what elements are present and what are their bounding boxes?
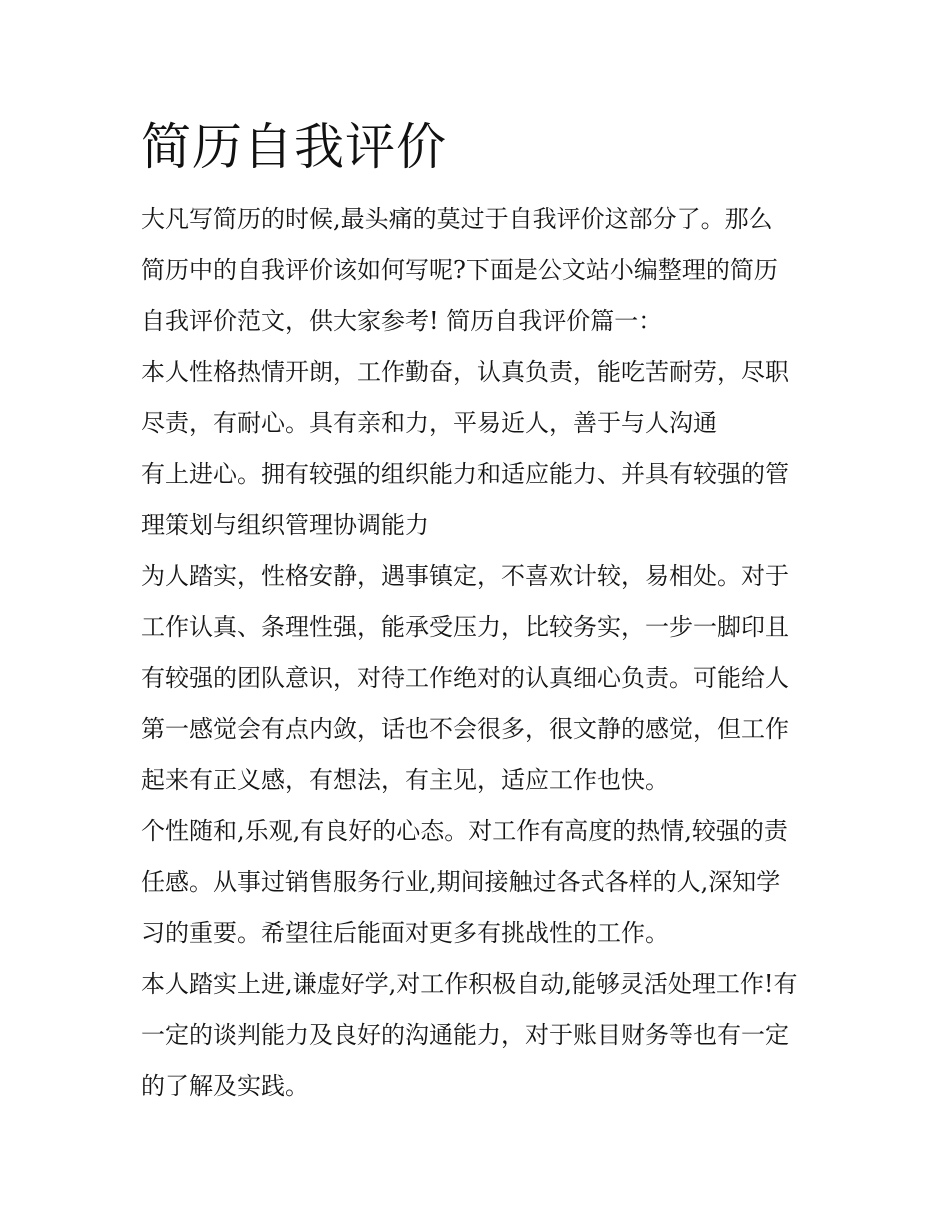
text-line: 本人踏实上进,谦虚好学,对工作积极自动,能够灵活处理工作!有 [141, 970, 798, 998]
text-line: 一定的谈判能力及良好的沟通能力，对于账目财务等也有一定 [141, 1021, 789, 1049]
text-line: 尽责，有耐心。具有亲和力，平易近人，善于与人沟通 [141, 409, 717, 437]
text-line: 的了解及实践。 [141, 1072, 309, 1100]
text-line: 大凡写简历的时候,最头痛的莫过于自我评价这部分了。那么 [141, 205, 773, 233]
text-line: 第一感觉会有点内敛，话也不会很多，很文静的感觉，但工作 [141, 715, 789, 743]
text-line: 为人踏实，性格安静，遇事镇定，不喜欢计较，易相处。对于 [141, 562, 789, 590]
text-line: 个性随和,乐观,有良好的心态。对工作有高度的热情,较强的责 [141, 817, 788, 845]
text-line: 任感。从事过销售服务行业,期间接触过各式各样的人,深知学 [141, 868, 781, 896]
text-line: 有较强的团队意识，对待工作绝对的认真细心负责。可能给人 [141, 664, 789, 692]
text-line: 简历中的自我评价该如何写呢?下面是公文站小编整理的简历 [141, 256, 778, 284]
text-line: 工作认真、条理性强，能承受压力，比较务实，一步一脚印且 [141, 613, 789, 641]
text-line: 起来有正义感，有想法，有主见，适应工作也快。 [141, 766, 669, 794]
document-body [141, 110, 821, 1112]
text-line: 理策划与组织管理协调能力 [141, 511, 429, 539]
text-line: 有上进心。拥有较强的组织能力和适应能力、并具有较强的管 [141, 460, 789, 488]
text-line: 习的重要。希望往后能面对更多有挑战性的工作。 [141, 919, 669, 947]
page-title: 简历自我评价 [141, 118, 447, 176]
text-line: 自我评价范文，供大家参考! 简历自我评价篇一： [141, 307, 663, 335]
text-line: 本人性格热情开朗，工作勤奋，认真负责，能吃苦耐劳，尽职 [141, 358, 789, 386]
